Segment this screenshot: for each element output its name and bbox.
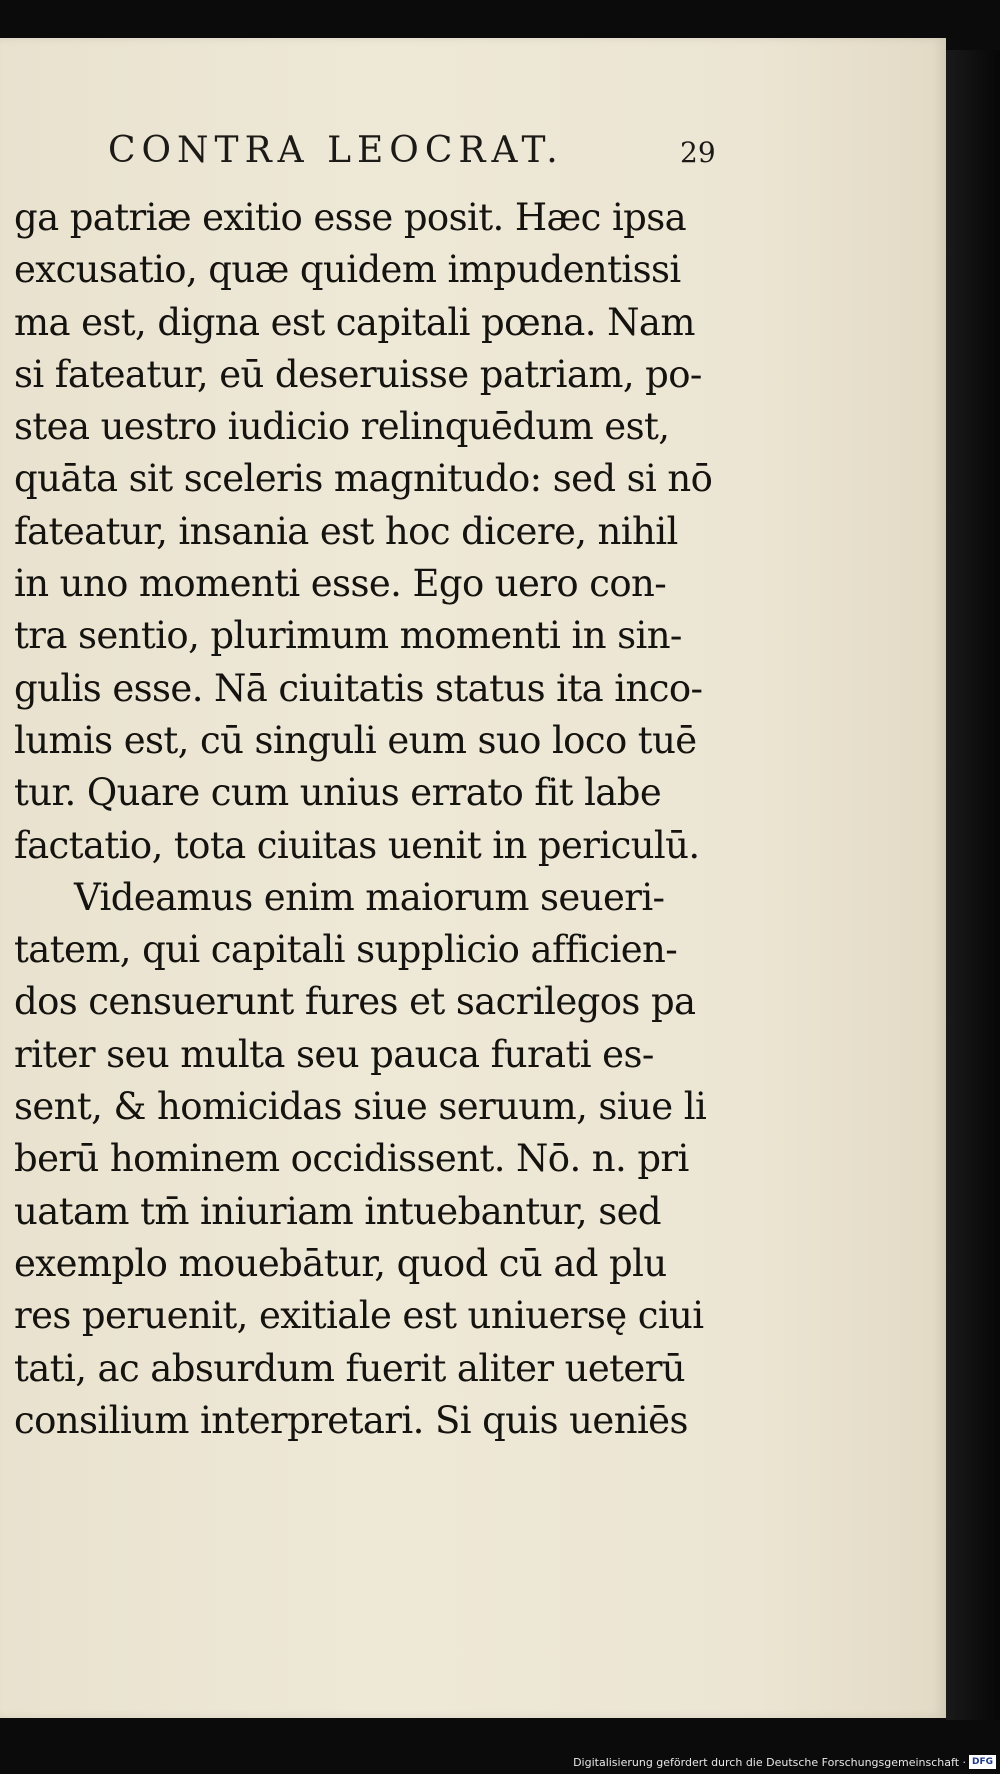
text-line: si fateatur, eū deseruisse patriam, po-: [14, 352, 702, 396]
text-line: ma est, digna est capitali pœna. Nam: [14, 300, 695, 344]
text-line: tra sentio, plurimum momenti in sin-: [14, 614, 682, 658]
running-head: [0, 128, 946, 174]
text-line: tatem, qui capitali supplicio afficien-: [14, 928, 678, 972]
digitization-credit: Digitalisierung gefördert durch die Deutsche Forschungsgemeinschaft ·: [573, 1756, 966, 1769]
page-edge-shadow: [946, 50, 1000, 1720]
text-line: fateatur, insania est hoc dicere, nihil: [14, 509, 678, 553]
running-title: CONTRA LEOCRAT.: [108, 130, 564, 171]
dfg-logo: DFG: [969, 1755, 996, 1769]
text-line: excusatio, quæ quidem impudentissi: [14, 248, 681, 292]
text-line: quāta sit sceleris magnitudo: sed si nō: [14, 457, 713, 501]
page-number: 29: [680, 136, 716, 169]
text-line: consilium interpretari. Si quis ueniēs: [14, 1398, 688, 1442]
text-line: riter seu multa seu pauca furati es-: [14, 1032, 654, 1076]
text-line: ga patriæ exitio esse posit. Hæc ipsa: [14, 196, 687, 239]
text-line: lumis est, cū singuli eum suo loco tuē: [14, 718, 697, 762]
text-line: tur. Quare cum unius errato fit labe: [14, 771, 662, 815]
text-line: berū hominem occidissent. Nō. n. pri: [14, 1137, 689, 1181]
text-line: exemplo mouebātur, quod cū ad plu: [14, 1241, 667, 1285]
text-line: sent, & homicidas siue seruum, siue li: [14, 1085, 707, 1129]
text-line: in uno momenti esse. Ego uero con-: [14, 562, 667, 606]
text-line: factatio, tota ciuitas uenit in periculū.: [14, 823, 700, 867]
text-line: res peruenit, exitiale est uniuersę ciui: [14, 1294, 704, 1338]
text-line: uatam tm̄ iniuriam intuebantur, sed: [14, 1189, 661, 1233]
paragraph-start-line: Videamus enim maiorum seueri-: [74, 875, 665, 919]
text-line: gulis esse. Nā ciuitatis status ita inco-: [14, 666, 703, 710]
body-text: [14, 192, 714, 1447]
text-line: stea uestro iudicio relinquēdum est,: [14, 405, 670, 449]
text-line: dos censuerunt fures et sacrilegos pa: [14, 980, 696, 1024]
text-line: tati, ac absurdum fuerit aliter ueterū: [14, 1346, 686, 1390]
